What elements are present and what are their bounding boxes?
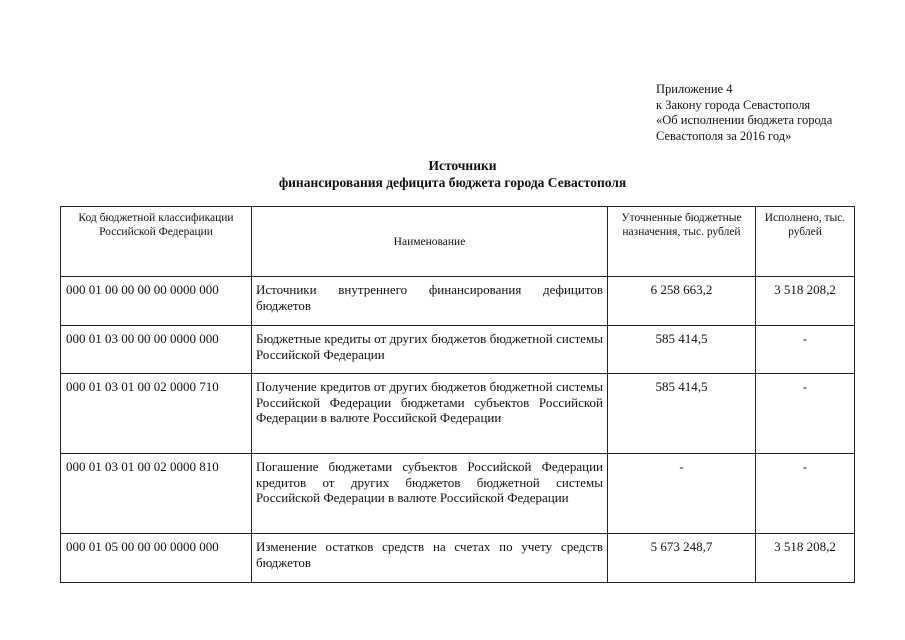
- row-planned: 585 414,5: [608, 374, 756, 454]
- row-executed: -: [756, 374, 855, 454]
- table-row: [61, 326, 855, 374]
- title-line-2: финансирования дефицита бюджета города Севастополя: [278, 175, 627, 190]
- row-executed: 3 518 208,2: [756, 277, 855, 326]
- row-name: Источники внутреннего финансирования дефицитов бюджетов: [252, 277, 608, 326]
- row-name: Бюджетные кредиты от других бюджетов бюджетной системы Российской Федерации: [252, 326, 608, 374]
- row-planned: 5 673 248,7: [608, 534, 756, 583]
- table-row: [61, 454, 855, 534]
- appendix-note: [656, 82, 832, 144]
- row-name: Получение кредитов от других бюджетов бюджетной системы Российской Федерации бюджетами субъектов Российской Федерации в валюте Российской Федерации: [252, 374, 608, 454]
- header-code: Код бюджетной классификации Российской Федерации: [61, 207, 252, 277]
- row-executed: -: [756, 326, 855, 374]
- row-executed: 3 518 208,2: [756, 534, 855, 583]
- document-title: [0, 157, 905, 191]
- row-code: 000 01 03 01 00 02 0000 810: [61, 454, 252, 534]
- table-row: [61, 374, 855, 454]
- appendix-line-2: к Закону города Севастополя: [656, 97, 811, 112]
- row-name: Изменение остатков средств на счетах по учету средств бюджетов: [252, 534, 608, 583]
- row-planned: 585 414,5: [608, 326, 756, 374]
- header-executed: Исполнено, тыс. рублей: [756, 207, 855, 277]
- financing-sources-table: [60, 206, 855, 583]
- row-code: 000 01 05 00 00 00 0000 000: [61, 534, 252, 583]
- row-executed: -: [756, 454, 855, 534]
- table-header-row: [61, 207, 855, 277]
- appendix-line-1: Приложение 4: [656, 82, 733, 96]
- appendix-line-4: Севастополя за 2016 год»: [656, 128, 792, 143]
- row-code: 000 01 03 00 00 00 0000 000: [61, 326, 252, 374]
- row-code: 000 01 00 00 00 00 0000 000: [61, 277, 252, 326]
- table-row: [61, 277, 855, 326]
- table-row: [61, 534, 855, 583]
- row-planned: 6 258 663,2: [608, 277, 756, 326]
- header-planned: Уточненные бюджетные назначения, тыс. рублей: [608, 207, 756, 277]
- appendix-line-3: «Об исполнении бюджета города: [656, 113, 833, 127]
- title-line-1: Источники: [428, 158, 497, 173]
- header-name: Наименование: [252, 207, 608, 277]
- row-name: Погашение бюджетами субъектов Российской Федерации кредитов от других бюджетов бюджетной системы Российской Федерации в валюте Российской Федерации: [252, 454, 608, 534]
- row-code: 000 01 03 01 00 02 0000 710: [61, 374, 252, 454]
- row-planned: -: [608, 454, 756, 534]
